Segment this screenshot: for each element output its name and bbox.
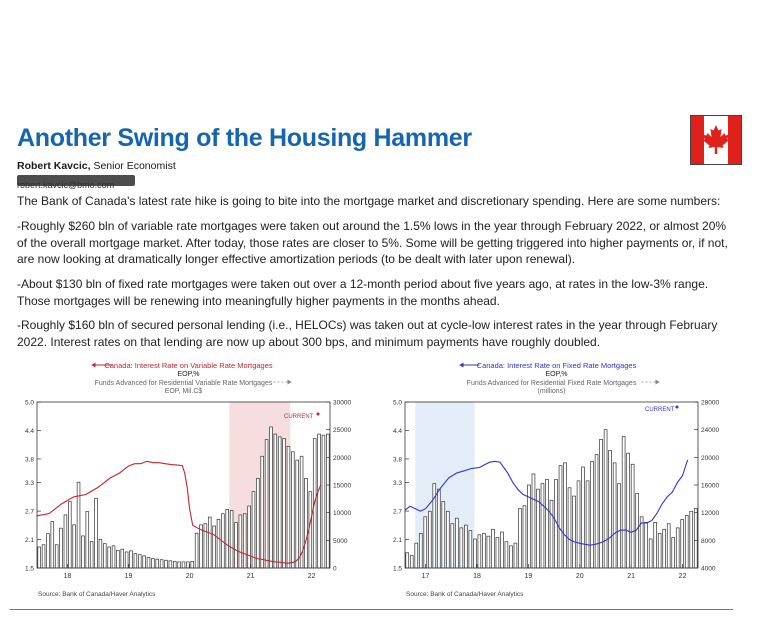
- x-axis-tick-label: 22: [307, 573, 316, 580]
- funds-advanced-bar: [318, 434, 321, 568]
- fixed-rate-chart-svg: [373, 355, 733, 605]
- left-axis-tick-label: 1.5: [24, 565, 34, 573]
- funds-advanced-bar: [195, 533, 198, 568]
- variable-rate-chart-svg: [5, 355, 365, 605]
- x-axis-tick-label: 22: [678, 573, 687, 580]
- chart-source: Source: Bank of Canada/Haver Analytics: [38, 591, 156, 598]
- funds-advanced-bar: [546, 479, 549, 568]
- left-axis-tick-label: 2.1: [392, 537, 402, 545]
- funds-advanced-bar: [278, 437, 281, 568]
- funds-advanced-bar: [270, 427, 273, 568]
- funds-advanced-bar: [514, 543, 517, 568]
- right-axis-tick-label: 28000: [701, 399, 720, 407]
- right-axis-tick-label: 20000: [333, 454, 352, 462]
- chart-subtitle-units: EOP, Mil.C$: [164, 388, 203, 395]
- left-axis-tick-label: 4.4: [392, 427, 402, 435]
- funds-advanced-bar: [482, 533, 485, 568]
- author-email[interactable]: [17, 175, 135, 186]
- current-marker: [317, 413, 320, 416]
- chart-source: Source: Bank of Canada/Haver Analytics: [406, 591, 524, 598]
- funds-advanced-bar: [455, 518, 458, 568]
- right-axis-tick-label: 0: [333, 565, 337, 573]
- funds-advanced-bar: [681, 520, 684, 568]
- funds-advanced-bar: [274, 434, 277, 568]
- left-axis-tick-label: 2.7: [392, 508, 402, 516]
- funds-advanced-bar: [169, 561, 172, 568]
- funds-advanced-bar: [672, 538, 675, 568]
- funds-advanced-bar: [305, 478, 308, 568]
- funds-advanced-bar: [178, 562, 181, 568]
- funds-advanced-bar: [125, 552, 128, 568]
- funds-advanced-bar: [121, 549, 124, 568]
- left-axis-tick-label: 3.8: [24, 456, 34, 464]
- funds-advanced-bar: [442, 502, 445, 568]
- funds-advanced-bar: [622, 437, 625, 568]
- heloc-paragraph: -Roughly $160 bln of secured personal lending (i.e., HELOCs) was taken out at cycle-low interest rates in the year through February 2022. Interest rates on that lending are now up about 300 bps, and minimum payments have roughly doubled.: [17, 318, 718, 349]
- right-axis-tick-label: 20000: [701, 454, 720, 462]
- funds-advanced-bar: [473, 539, 476, 568]
- funds-advanced-bar: [600, 439, 603, 568]
- funds-advanced-bar: [134, 554, 137, 568]
- funds-advanced-bar: [505, 542, 508, 568]
- funds-advanced-bar: [523, 506, 526, 568]
- left-axis-tick-label: 3.3: [24, 480, 34, 488]
- funds-advanced-bar: [676, 528, 679, 568]
- left-axis-tick-label: 4.4: [24, 427, 34, 435]
- funds-advanced-bar: [658, 533, 661, 568]
- x-axis-tick-label: 20: [575, 573, 584, 580]
- funds-advanced-bar: [239, 515, 242, 568]
- funds-advanced-bar: [112, 546, 115, 568]
- funds-advanced-bar: [550, 500, 553, 568]
- funds-advanced-bar: [230, 510, 233, 568]
- funds-advanced-bar: [143, 556, 146, 568]
- funds-advanced-bar: [690, 511, 693, 568]
- funds-advanced-bar: [419, 533, 422, 568]
- funds-advanced-bar: [200, 525, 203, 568]
- right-axis-tick-label: 10000: [333, 510, 352, 518]
- funds-advanced-bar: [86, 512, 89, 568]
- funds-advanced-bar: [437, 489, 440, 568]
- funds-advanced-bar: [47, 534, 50, 568]
- funds-advanced-bar: [99, 539, 102, 568]
- x-axis-tick-label: 19: [524, 573, 533, 580]
- right-axis-tick-label: 15000: [333, 482, 352, 490]
- funds-advanced-bar: [627, 453, 630, 568]
- funds-advanced-bar: [138, 555, 141, 568]
- funds-advanced-bar: [226, 509, 229, 568]
- funds-advanced-bar: [496, 538, 499, 568]
- chart-title-units: EOP,%: [545, 371, 568, 378]
- right-axis-tick-label: 16000: [701, 482, 720, 490]
- funds-advanced-bar: [694, 509, 697, 568]
- funds-advanced-bar: [451, 524, 454, 568]
- x-axis-tick-label: 18: [473, 573, 481, 580]
- funds-advanced-bar: [248, 506, 251, 568]
- right-axis-tick-label: 8000: [701, 537, 716, 545]
- funds-advanced-bar: [464, 525, 467, 568]
- funds-advanced-bar: [243, 514, 246, 568]
- funds-advanced-bar: [649, 539, 652, 568]
- funds-advanced-bar: [160, 560, 163, 568]
- x-axis-tick-label: 19: [124, 573, 133, 580]
- chart-subtitle-units: (millions): [537, 388, 566, 395]
- right-axis-tick-label: 24000: [701, 427, 720, 435]
- left-axis-tick-label: 2.1: [24, 537, 34, 545]
- funds-advanced-bar: [291, 452, 294, 568]
- x-axis-tick-label: 21: [246, 573, 255, 580]
- funds-advanced-bar: [235, 523, 238, 568]
- funds-advanced-bar: [663, 529, 666, 568]
- funds-advanced-bar: [296, 460, 299, 568]
- funds-advanced-bar: [191, 561, 194, 568]
- funds-advanced-bar: [667, 524, 670, 568]
- current-marker: [676, 406, 679, 409]
- funds-advanced-bar: [415, 543, 418, 568]
- legend-arrow-left-icon: [92, 363, 96, 368]
- right-axis-tick-label: 4000: [701, 565, 716, 573]
- funds-advanced-bar: [130, 551, 133, 568]
- funds-advanced-bar: [182, 562, 185, 568]
- left-axis-tick-label: 3.8: [392, 456, 402, 464]
- funds-advanced-bar: [51, 522, 54, 568]
- funds-advanced-bar: [55, 545, 58, 568]
- funds-advanced-bar: [326, 434, 329, 568]
- funds-advanced-bar: [322, 435, 325, 568]
- funds-advanced-bar: [460, 528, 463, 568]
- current-label: CURRENT: [645, 407, 675, 413]
- funds-advanced-bar: [73, 525, 76, 568]
- funds-advanced-bar: [151, 559, 154, 568]
- right-axis-tick-label: 25000: [333, 427, 352, 435]
- legend-arrow-right-icon: [656, 380, 660, 385]
- funds-advanced-bar: [564, 463, 567, 568]
- author-role: Senior Economist: [90, 160, 176, 172]
- funds-advanced-bar: [406, 553, 409, 568]
- variable-rate-paragraph: -Roughly $260 bln of variable rate mortgages were taken out around the 1.5% lows in the year through February 2022, or almost 20% of the overall mortgage market. After today, those rates are closer to 5%. Some will be getting triggered into higher payments or, if not, are now looking at dramatically longer effective amortization periods (to be dealt with later upon renewal).: [17, 219, 728, 266]
- chart-title: Canada: Interest Rate on Fixed Rate Mortgages: [476, 361, 637, 370]
- footer-divider: [10, 609, 733, 610]
- funds-advanced-bar: [568, 488, 571, 568]
- funds-advanced-bar: [478, 535, 481, 568]
- funds-advanced-bar: [64, 515, 67, 568]
- variable-rate-chart: [5, 355, 365, 605]
- funds-advanced-bar: [631, 464, 634, 568]
- funds-advanced-bar: [68, 502, 71, 568]
- funds-advanced-bar: [208, 517, 211, 568]
- chart-subtitle: Funds Advanced for Residential Variable Rate Mortgages: [94, 380, 273, 387]
- funds-advanced-bar: [613, 463, 616, 568]
- funds-advanced-bar: [90, 541, 93, 568]
- chart-subtitle: Funds Advanced for Residential Fixed Rate Mortgages: [466, 380, 637, 387]
- funds-advanced-bar: [424, 517, 427, 568]
- funds-advanced-bar: [532, 474, 535, 568]
- left-axis-tick-label: 5.0: [392, 399, 402, 407]
- funds-advanced-bar: [204, 524, 207, 568]
- funds-advanced-bar: [283, 439, 286, 568]
- x-axis-tick-label: 20: [185, 573, 194, 580]
- funds-advanced-bar: [173, 561, 176, 568]
- funds-advanced-bar: [213, 526, 216, 568]
- legend-arrow-left-icon: [460, 363, 464, 368]
- funds-advanced-bar: [586, 481, 589, 568]
- funds-advanced-bar: [500, 532, 503, 568]
- intro-paragraph: The Bank of Canada's latest rate hike is going to bite into the mortgage market and discretionary spending. Here are some numbers:: [17, 194, 721, 208]
- funds-advanced-bar: [309, 492, 312, 568]
- funds-advanced-bar: [95, 498, 98, 568]
- funds-advanced-bar: [559, 466, 562, 568]
- funds-advanced-bar: [103, 544, 106, 568]
- funds-advanced-bar: [609, 450, 612, 568]
- email-redaction: [17, 175, 135, 186]
- left-axis-tick-label: 2.7: [24, 508, 34, 516]
- funds-advanced-bar: [487, 536, 490, 568]
- funds-advanced-bar: [217, 519, 220, 568]
- legend-arrow-right-icon: [288, 380, 292, 385]
- right-axis-tick-label: 5000: [333, 537, 348, 545]
- funds-advanced-bar: [491, 529, 494, 568]
- funds-advanced-bar: [645, 522, 648, 568]
- funds-advanced-bar: [595, 455, 598, 568]
- funds-advanced-bar: [654, 522, 657, 568]
- left-axis-tick-label: 3.3: [392, 480, 402, 488]
- funds-advanced-bar: [82, 536, 85, 568]
- page-title: Another Swing of the Housing Hammer: [17, 124, 472, 152]
- funds-advanced-bar: [509, 546, 512, 568]
- funds-advanced-bar: [60, 528, 63, 568]
- funds-advanced-bar: [618, 484, 621, 568]
- x-axis-tick-label: 21: [627, 573, 636, 580]
- author-name: Robert Kavcic,: [17, 160, 91, 172]
- funds-advanced-bar: [582, 467, 585, 568]
- funds-advanced-bar: [591, 461, 594, 568]
- funds-advanced-bar: [261, 456, 264, 568]
- funds-advanced-bar: [428, 511, 431, 568]
- funds-advanced-bar: [573, 496, 576, 568]
- left-axis-tick-label: 5.0: [24, 399, 34, 407]
- funds-advanced-bar: [108, 547, 111, 568]
- funds-advanced-bar: [446, 511, 449, 568]
- funds-advanced-bar: [287, 446, 290, 568]
- current-label: CURRENT: [284, 414, 314, 420]
- funds-advanced-bar: [147, 557, 150, 568]
- funds-advanced-bar: [410, 556, 413, 568]
- funds-advanced-bar: [77, 482, 80, 568]
- x-axis-tick-label: 18: [63, 573, 72, 580]
- author-line: [17, 160, 176, 172]
- funds-advanced-bar: [156, 559, 159, 568]
- funds-advanced-bar: [165, 560, 168, 568]
- funds-advanced-bar: [604, 430, 607, 568]
- x-axis-tick-label: 17: [421, 573, 430, 580]
- funds-advanced-bar: [265, 440, 268, 568]
- funds-advanced-bar: [541, 484, 544, 568]
- funds-advanced-bar: [256, 478, 259, 568]
- funds-advanced-bar: [685, 515, 688, 568]
- fixed-rate-paragraph: -About $130 bln of fixed rate mortgages were taken out over a 12-month period about five years ago, at rates in the low-3% range. Those mortgages will be renewing into meaningfully higher payments in the months ahead.: [17, 277, 709, 308]
- funds-advanced-bar: [42, 545, 45, 568]
- funds-advanced-bar: [38, 547, 41, 568]
- chart-title-units: EOP,%: [177, 371, 200, 378]
- funds-advanced-bar: [469, 531, 472, 568]
- canada-flag-icon: [690, 115, 742, 165]
- chart-title: Canada: Interest Rate on Variable Rate Mortgages: [104, 361, 273, 370]
- left-axis-tick-label: 1.5: [392, 565, 402, 573]
- funds-advanced-bar: [186, 562, 189, 568]
- right-axis-tick-label: 30000: [333, 399, 352, 407]
- fixed-rate-chart: [373, 355, 733, 605]
- funds-advanced-bar: [519, 509, 522, 568]
- right-axis-tick-label: 12000: [701, 510, 720, 518]
- funds-advanced-bar: [117, 550, 120, 568]
- funds-advanced-bar: [577, 481, 580, 568]
